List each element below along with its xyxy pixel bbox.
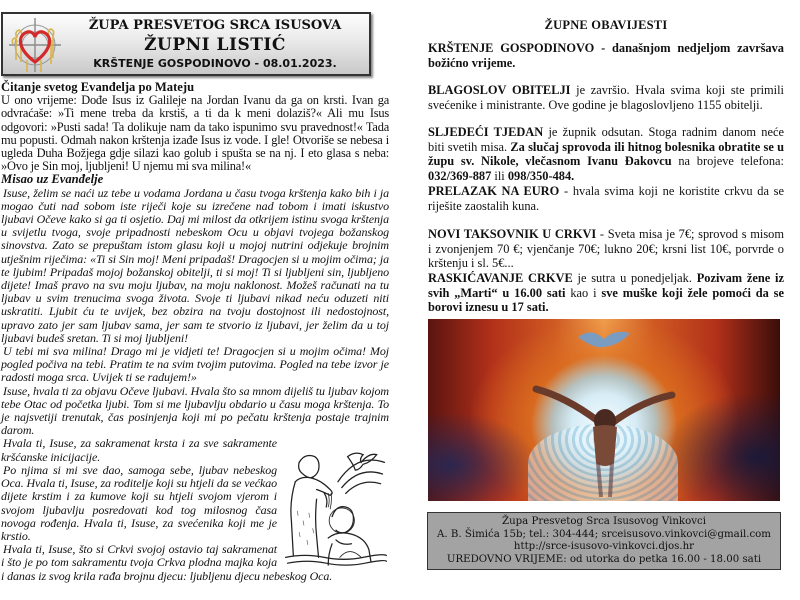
parish-name: ŽUPA PRESVETOG SRCA ISUSOVA bbox=[88, 18, 342, 33]
reflection-paragraph: Isuse, želim se naći uz tebe u vodama Jordana u času tvoga krštenja kako bih i ja mogao čuti nad sobom iste riječi koje su izrečene nad tobom i imati iskustvo ljubavi Očeve kako si ga ti osjetio. Daj mi milost da otkrijem istinu svoga krštenja u svijetlu tvoga, svoje pripadnosti nebeskom Ocu u objavi tvojega božanskog sinovstva. Zato se prepuštam istom glasu koji u mojoj nutrini odjekuje brojnim utješnim riječima: «Ti si Sin moj! Meni pripadaš! Dragocjen si u mojim očima; ja te ljubim! Pripadaš mojoj božanskoj obitelji, ti si moj! Ti si ljubljeni sin, ljubljeno dijete! Imaš pravo na svu moju ljubav, na moju naklonost. Možeš računati na tu ljubav u svim trenucima svoga života. Svoje ti ljubavi nikad neću oduzeti niti uskratiti. Ljubit ću te uvijek, bez obzira na tvoju dostojnost ili nedostojnost, upravo zato jer sam ljubav sama, jer sam te stvorio iz ljubavi, jer želim da u toj ljubavi budeš sretan. Ti si moj ljubljeni! bbox=[1, 185, 389, 345]
gospel-reflection bbox=[1, 173, 389, 582]
notice-item bbox=[428, 227, 784, 271]
footer-address: A. B. Šimića 15b; tel.: 304-444; srceisusovo.vinkovci@gmail.com bbox=[437, 528, 771, 540]
reflection-paragraph: Hvala ti, Isuse, za sakramenat krsta i za sve sakramente kršćanske inicijacije. bbox=[1, 436, 277, 464]
footer-office-hours: UREDOVNO VRIJEME: od utorka do petka 16.00 - 18.00 sati bbox=[446, 553, 762, 565]
gospel-heading: Čitanje svetog Evanđelja po Mateju bbox=[1, 80, 195, 94]
notice-emphasis: Pozivam žene iz svih „Marti“ u 16.00 sati bbox=[428, 271, 784, 300]
notice-lead: SLJEDEĆI TJEDAN bbox=[428, 125, 544, 139]
painting-figure-icon bbox=[428, 319, 780, 501]
bulletin-title: ŽUPNI LISTIĆ bbox=[144, 35, 286, 55]
notice-emphasis: sve muške koji žele pomoći da se borovi iznesu u 17 sati. bbox=[428, 285, 785, 315]
notice-lead: PRELAZAK NA EURO bbox=[428, 184, 560, 198]
heart-cross-people-logo-icon bbox=[5, 16, 63, 74]
notice-lead: RASKIĆAVANJE CRKVE bbox=[428, 271, 573, 285]
masthead-text bbox=[65, 17, 365, 72]
notice-text: je završio. Hvala svima koji ste primili svećenike i ministrante. Ove godine je blagoslovljeno 1155 obitelji. bbox=[428, 83, 784, 112]
reflection-paragraph: U tebi mi sva milina! Drago mi je vidjeti te! Dragocjen si u mojim očima! Moj pogled počiva na tebi. Pratim te na svim tvojim putovima. Pogled na tebe izvor je radosti moga srca. Uvijek ti se radujem!» bbox=[1, 344, 389, 385]
notice-text: - Sveta misa je 7€; sprovod s misom i zvonjenjem 70 €; vjenčanje 70€; lukno 20€; krsni list 10€, porvrde o krštenju i sl. 5€... bbox=[428, 227, 784, 271]
notice-text: je sutra u ponedjeljak. bbox=[572, 271, 697, 285]
baptism-line-drawing-icon bbox=[281, 443, 389, 569]
notice-lead: KRŠTENJE GOSPODINOVO bbox=[428, 41, 595, 55]
footer-parish-name: Župa Presvetog Srca Isusovog Vinkovci bbox=[502, 516, 706, 527]
parish-contact-box bbox=[427, 512, 781, 570]
baptism-painting-icon bbox=[428, 319, 780, 501]
reflection-heading: Misao uz Evanđelje bbox=[1, 172, 104, 187]
notice-lead: BLAGOSLOV OBITELJI bbox=[428, 83, 571, 97]
notice-text: - današnjom nedjeljom završava božićno vrijeme. bbox=[428, 41, 784, 70]
notice-text: kao i bbox=[565, 285, 602, 300]
masthead bbox=[1, 12, 371, 76]
notice-item bbox=[428, 83, 784, 112]
reflection-paragraph: Po njima si mi sve dao, samoga sebe, ljubav nebeskog Oca. Hvala ti, Isuse, za roditelje koji su htjeli da se većkao dijete krstim i za kumove koji su htjeli svojom vjerom i svojom ljubavlju posredovati kod tog milosnog časa novoga rođenja. Hvala ti, Isuse, za svećenika koji me je krstio. bbox=[1, 462, 277, 543]
gospel-reading bbox=[1, 81, 389, 173]
phone-number: 098/350-484. bbox=[507, 168, 575, 183]
left-text-flow bbox=[1, 81, 389, 583]
footer-website[interactable]: http://srce-isusovo-vinkovci.djos.hr bbox=[513, 541, 695, 552]
notices-title: ŽUPNE OBAVIJESTI bbox=[544, 18, 668, 32]
notice-lead: NOVI TAKSOVNIK U CRKVI bbox=[428, 227, 597, 241]
notice-item bbox=[428, 41, 784, 70]
notice-item bbox=[428, 184, 784, 213]
notice-text: ili bbox=[491, 168, 508, 183]
reflection-paragraph: Hvala ti, Isuse, što si Crkvi svojoj ostavio taj sakramenat i što je po tom sakramentu tvoja Crkva plodna majka koja i danas iz svog krila rađa brojnu djecu: ljubljenu djecu nebeskog Oca. bbox=[1, 542, 333, 583]
notice-item bbox=[428, 271, 784, 315]
notice-text: je župnik odsutan. Stoga radnim danom neće biti svetih misa. bbox=[428, 125, 784, 154]
notice-item bbox=[428, 125, 784, 183]
notice-emphasis: Za slučaj sprovoda ili hitnog bolesnika obratite se u župu sv. Nikole, vlečasnom Ivanu Đakovcu bbox=[428, 139, 784, 169]
reflection-paragraph: Isuse, hvala ti za objavu Očeve ljubavi. Hvala što sa mnom dijeliš tu ljubav kojom tebe Otac od početka ljubi. Tom si me ljubavlju obdario u času moga krštenja. To je najsvetiji trenutak, čas posinjenja koji mi po pečatu krštenja postaje trajnim darom. bbox=[1, 383, 389, 438]
notice-text: na brojeve telefona: bbox=[671, 154, 784, 169]
phone-number: 032/369-887 bbox=[428, 168, 492, 183]
notice-text: - hvala svima koji ne koristite crkvu da se riješite zaostalih kuna. bbox=[428, 184, 784, 213]
baptism-illustration bbox=[281, 443, 389, 569]
gospel-text: U ono vrijeme: Dođe Isus iz Galileje na Jordan Ivanu da ga on krsti. Ivan ga odvraćaše: »Ti mene treba da krstiš, a ti da k meni dolaziš?« Ali mu Isus odgovori: »Pusti sada! Ta dolikuje nam da tako ispunimo svu pravednost!« Tada mu popusti. Odmah nakon krštenja izađe Isus iz vode. I gle! Otvoriše se nebesa i ugleda Duha Božjega gdje silazi kao golub i spušta se na nj. I eto glasa s neba: »Ovo je Sin moj, ljubljeni! U njemu mi sva milina!« bbox=[1, 93, 389, 174]
bulletin-subtitle: KRŠTENJE GOSPODINOVO - 08.01.2023. bbox=[93, 57, 337, 70]
